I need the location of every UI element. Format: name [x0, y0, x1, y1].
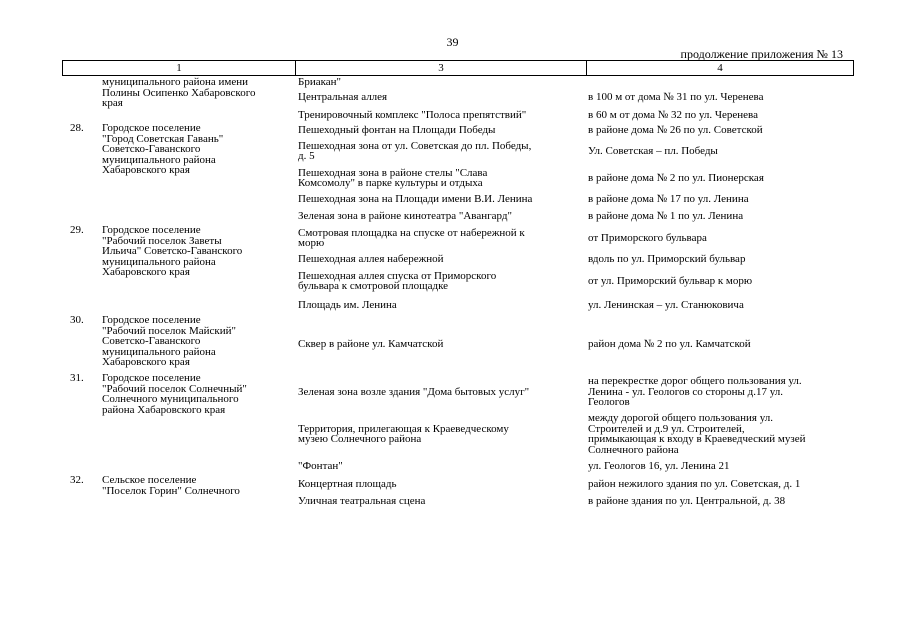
object-name: Уличная театральная сцена	[298, 494, 426, 507]
object-address: Ул. Советская – пл. Победы	[588, 144, 718, 157]
object-name: Пешеходная аллея набережной	[298, 252, 444, 265]
object-row	[294, 165, 850, 191]
object-row	[294, 123, 850, 137]
settlement-name: Городское поселение "Рабочий поселок Солнечный" Солнечного муниципального района Хабаровского края	[102, 372, 247, 416]
object-name: Территория, прилегающая к Краеведческому музею Солнечного района	[298, 422, 509, 445]
object-row	[294, 475, 850, 493]
object-name: "Фонтан"	[298, 459, 343, 472]
object-row	[294, 87, 850, 107]
object-address: в 100 м от дома № 31 по ул. Черенева	[588, 90, 764, 103]
table-row	[62, 315, 850, 373]
object-address: в районе дома № 26 по ул. Советской	[588, 123, 763, 136]
object-name: Зеленая зона возле здания "Дома бытовых услуг"	[298, 385, 530, 398]
object-row	[294, 77, 850, 87]
row-number: 29.	[70, 224, 84, 236]
object-row	[294, 373, 850, 411]
table-row	[62, 77, 850, 123]
object-address: в районе здания по ул. Центральной, д. 38	[588, 494, 786, 507]
object-name: Смотровая площадка на спуске от набережной к морю	[298, 226, 525, 249]
object-name: Зеленая зона в районе кинотеатра "Авангард"	[298, 209, 512, 222]
settlement-name: Городское поселение "Рабочий поселок Заветы Ильича" Советско-Гаванского муниципального района Хабаровского края	[102, 224, 243, 278]
row-number	[62, 77, 92, 123]
object-row	[294, 191, 850, 207]
header-col-1: 1	[63, 61, 296, 76]
object-row	[294, 225, 850, 251]
row-number: 31.	[70, 372, 84, 384]
table-row	[62, 123, 850, 225]
object-address: район дома № 2 по ул. Камчатской	[588, 337, 751, 350]
object-address: ул. Ленинская – ул. Станюковича	[588, 298, 744, 311]
row-number: 28.	[70, 122, 84, 134]
table-body	[62, 77, 850, 509]
object-address: в районе дома № 1 по ул. Ленина	[588, 209, 744, 222]
object-row	[294, 315, 850, 373]
object-name: Пешеходный фонтан на Площади Победы	[298, 123, 496, 136]
object-name: Концертная площадь	[298, 477, 397, 490]
header-col-4: 4	[587, 61, 854, 76]
object-address: ул. Геологов 16, ул. Ленина 21	[588, 459, 730, 472]
settlement-name: муниципального района имени Полины Осипенко Хабаровского края	[102, 76, 256, 109]
row-number: 32.	[70, 474, 84, 486]
continuation-note: продолжение приложения № 13	[680, 47, 843, 61]
object-address: в районе дома № 17 по ул. Ленина	[588, 192, 749, 205]
object-name: Пешеходная зона на Площади имени В.И. Ленина	[298, 192, 533, 205]
object-name: Площадь им. Ленина	[298, 298, 397, 311]
object-address: от Приморского бульвара	[588, 231, 707, 244]
table-row	[62, 475, 850, 509]
table-header	[62, 60, 854, 76]
object-row	[294, 493, 850, 509]
object-row	[294, 107, 850, 123]
object-address: район нежилого здания по ул. Советская, д. 1	[588, 477, 801, 490]
object-address: в 60 м от дома № 32 по ул. Черенева	[588, 108, 758, 121]
table-row	[62, 225, 850, 315]
object-address: в районе дома № 2 по ул. Пионерская	[588, 171, 764, 184]
object-name: Тренировочный комплекс "Полоса препятствий"	[298, 108, 527, 121]
object-address: вдоль по ул. Приморский бульвар	[588, 252, 746, 265]
object-address: между дорогой общего пользования ул. Строителей и д.9 ул. Строителей, примыкающая к входу в Краеведческий музей Солнечного района	[588, 412, 806, 456]
object-row	[294, 267, 850, 295]
object-name: Центральная аллея	[298, 90, 388, 103]
table-row	[62, 373, 850, 475]
object-row	[294, 207, 850, 225]
object-address: от ул. Приморский бульвар к морю	[588, 274, 753, 287]
object-name: Пешеходная аллея спуска от Приморского бульвара к смотровой площадке	[298, 269, 497, 292]
settlement-name: Городское поселение "Рабочий поселок Майский" Советско-Гаванского муниципального района Хабаровского края	[102, 314, 237, 368]
object-name: Пешеходная зона в районе стелы "Слава Комсомолу" в парке культуры и отдыха	[298, 166, 488, 189]
object-name: Бриакан"	[298, 75, 342, 88]
object-address: на перекрестке дорог общего пользования ул. Ленина - ул. Геологов со стороны д.17 ул. Геологов	[588, 375, 802, 409]
object-name: Сквер в районе ул. Камчатской	[298, 337, 444, 350]
page-number: 39	[446, 35, 459, 49]
header-col-3: 3	[296, 61, 587, 76]
row-number: 30.	[70, 314, 84, 326]
object-row	[294, 137, 850, 165]
object-row	[294, 457, 850, 475]
settlement-name: Сельское поселение "Поселок Горин" Солнечного	[102, 474, 240, 497]
object-row	[294, 251, 850, 267]
object-name: Пешеходная зона от ул. Советская до пл. Победы, д. 5	[298, 139, 532, 162]
settlement-name: Городское поселение "Город Советская Гавань" Советско-Гаванского муниципального района Хабаровского края	[102, 122, 224, 176]
object-row	[294, 411, 850, 457]
object-row	[294, 295, 850, 315]
